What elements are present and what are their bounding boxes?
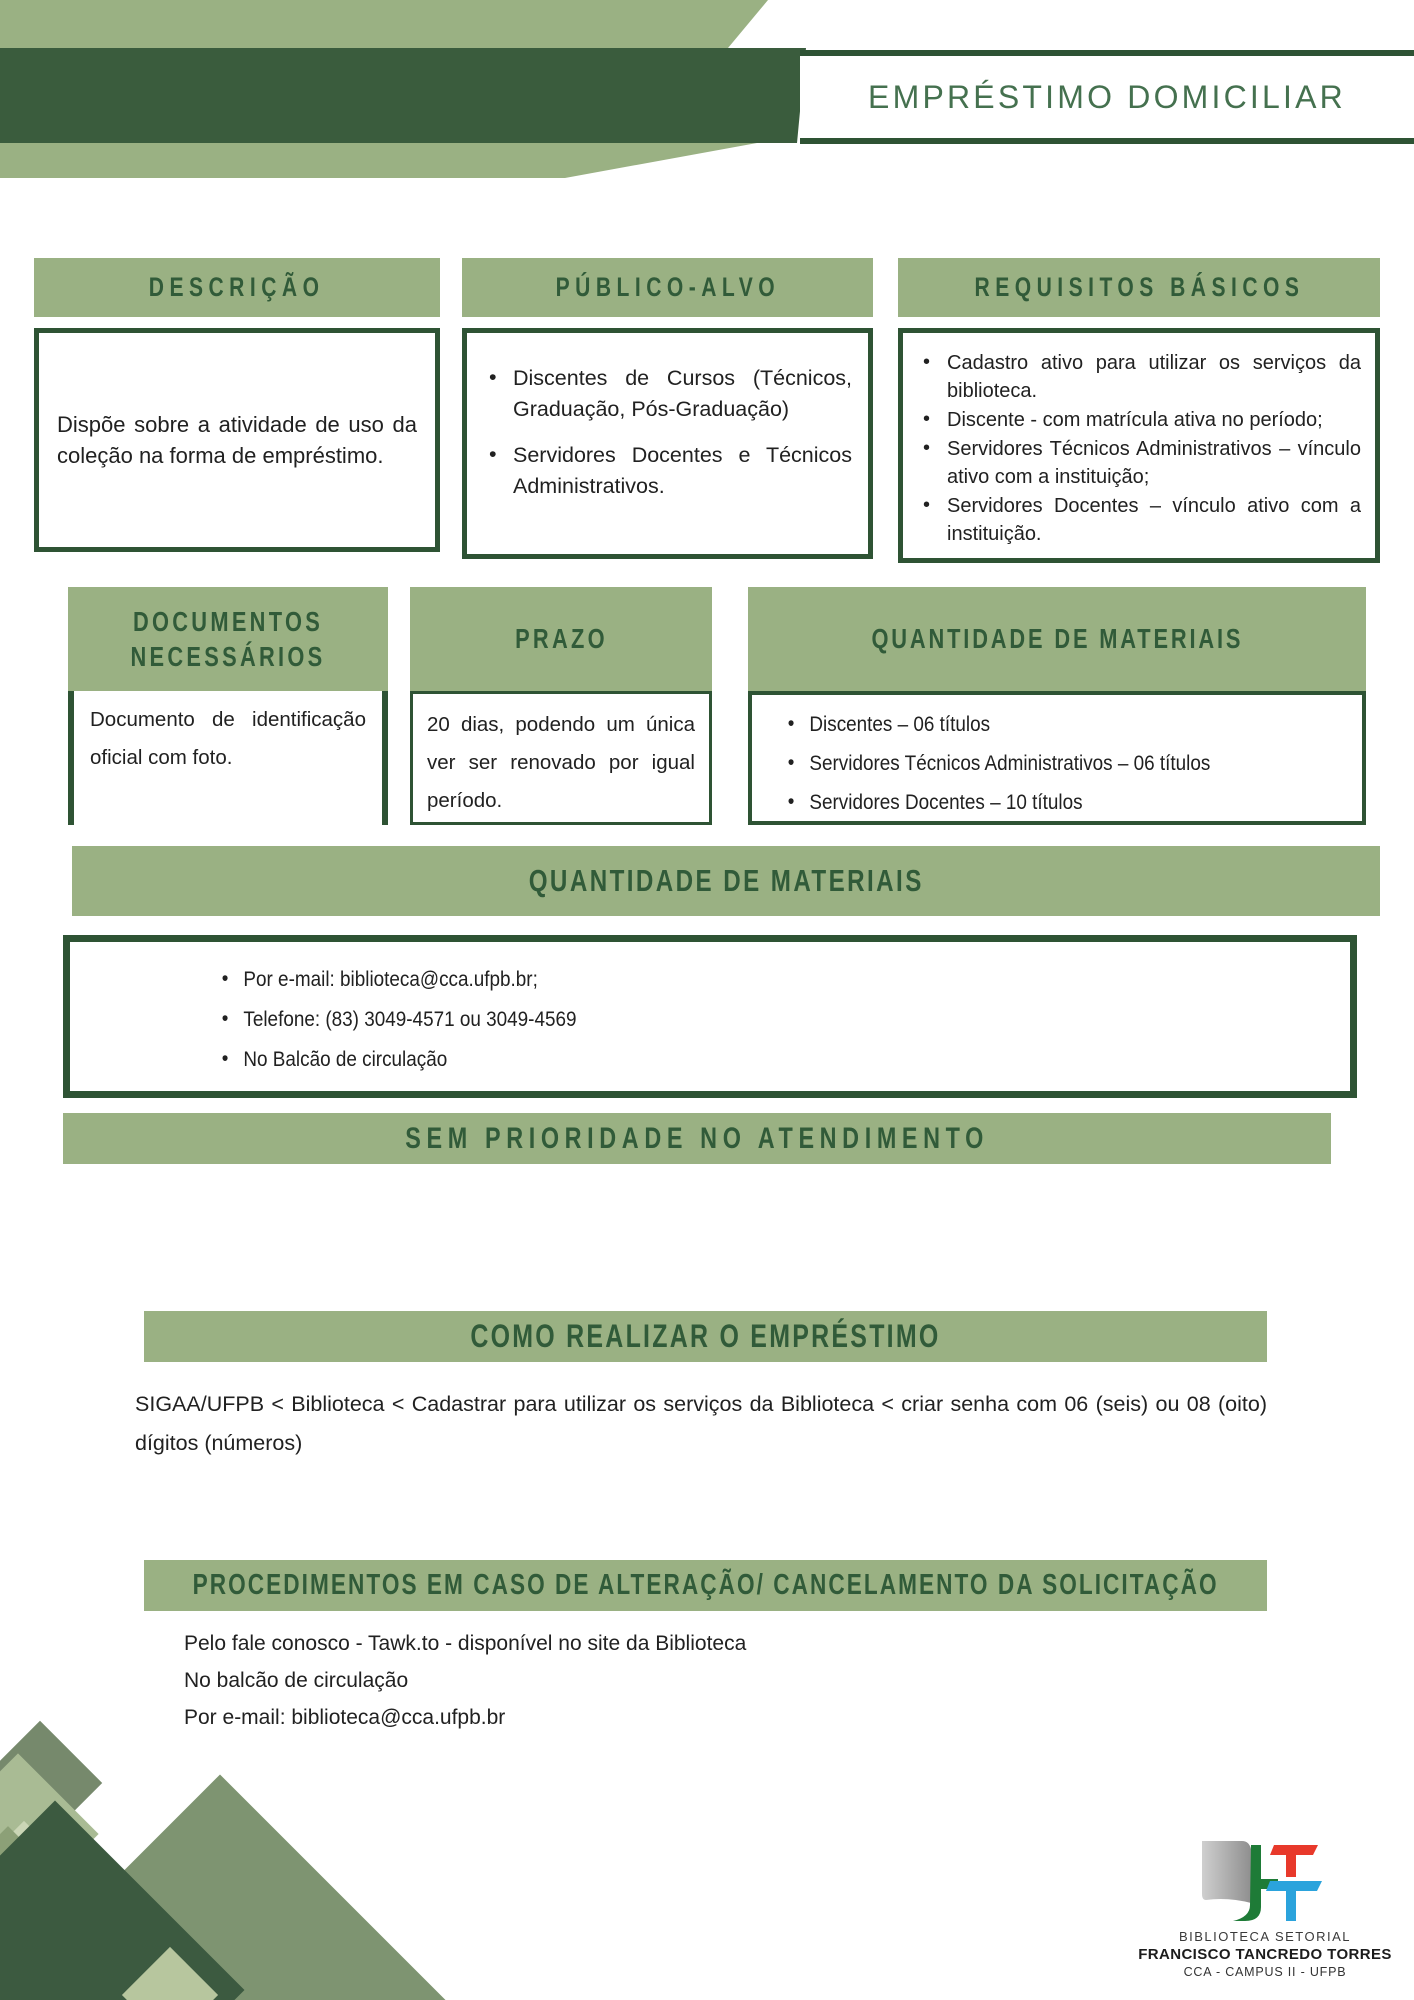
- section-bar-solicitacao: [72, 846, 1380, 916]
- list-item: • Telefone: (83) 3049-4571 ou 3049-4569: [220, 1006, 1219, 1034]
- section-bar-descricao: [34, 258, 440, 317]
- logo-subtitle: BIBLIOTECA SETORIAL: [1178, 1929, 1352, 1944]
- page-title: EMPRÉSTIMO DOMICILIAR: [868, 78, 1346, 115]
- publico-alvo-box: [462, 328, 873, 559]
- quantidade-list: [786, 711, 1286, 817]
- prioridade-banner-text: SEM PRIORIDADE NO ATENDIMENTO: [405, 1121, 989, 1155]
- header-title-box: [800, 50, 1414, 144]
- requisitos-list: [921, 349, 1361, 548]
- list-item: • Discentes – 06 títulos: [786, 711, 1286, 739]
- prazo-box: [410, 691, 712, 825]
- list-item: • Servidores Técnicos Administrativos – vínculo ativo com a instituição;: [921, 435, 1361, 491]
- requisitos-box: [898, 328, 1380, 563]
- descricao-text: Dispõe sobre a atividade de uso da coleção na forma de empréstimo.: [57, 412, 417, 468]
- documentos-text: Documento de identificação oficial com foto.: [90, 708, 366, 769]
- list-item: • Por e-mail: biblioteca@cca.ufpb.br;: [220, 966, 1219, 994]
- prazo-text: 20 dias, podendo um única ver ser renovado por igual período.: [427, 713, 695, 812]
- section-bar-como-realizar: [144, 1311, 1267, 1362]
- list-item: • Discente - com matrícula ativa no período;: [921, 406, 1361, 434]
- logo-name: FRANCISCO TANCREDO TORRES: [1138, 1946, 1392, 1963]
- section-title-procedimentos: PROCEDIMENTOS EM CASO DE ALTERAÇÃO/ CANCELAMENTO DA SOLICITAÇÃO: [192, 1569, 1219, 1602]
- section-bar-requisitos: [898, 258, 1380, 317]
- list-item: No balcão de circulação: [184, 1669, 409, 1692]
- section-title-quantidade: QUANTIDADE DE MATERIAIS: [871, 623, 1243, 655]
- quantidade-box: [748, 691, 1366, 825]
- descricao-box: [34, 328, 440, 552]
- book-icon: [1202, 1841, 1251, 1903]
- section-title-prazo: PRAZO: [514, 623, 608, 655]
- list-item: • Servidores Docentes – vínculo ativo com a instituição.: [921, 492, 1361, 548]
- section-title-solicitacao: QUANTIDADE DE MATERIAIS: [528, 863, 924, 899]
- section-bar-quantidade: [748, 587, 1366, 691]
- como-realizar-text: SIGAA/UFPB < Biblioteca < Cadastrar para utilizar os serviços da Biblioteca < criar senha com 06 (seis) ou 08 (oito) dígitos (números): [135, 1392, 1267, 1455]
- procedimentos-list: [184, 1625, 1284, 1736]
- solicitacao-list: [220, 966, 1219, 1074]
- list-item: • No Balcão de circulação: [220, 1046, 1219, 1074]
- section-title-publico-alvo: PÚBLICO-ALVO: [555, 272, 780, 303]
- list-item: • Cadastro ativo para utilizar os serviços da biblioteca.: [921, 349, 1361, 405]
- list-item: • Servidores Docentes – 10 títulos: [786, 789, 1286, 817]
- prioridade-banner: [63, 1113, 1331, 1164]
- list-item: • Servidores Docentes e Técnicos Administrativos.: [487, 440, 852, 502]
- logo-letter-t-blue: [1266, 1881, 1322, 1921]
- list-item: • Servidores Técnicos Administrativos – 06 títulos: [786, 750, 1286, 778]
- header-dark-band: [0, 48, 806, 143]
- section-title-descricao: DESCRIÇÃO: [149, 272, 325, 303]
- publico-alvo-list: [487, 363, 852, 502]
- section-bar-documentos: [68, 587, 388, 691]
- section-title-documentos: DOCUMENTOS NECESSÁRIOS: [130, 606, 326, 672]
- list-item: Pelo fale conosco - Tawk.to - disponível no site da Biblioteca: [184, 1632, 747, 1655]
- logo-letter-t-red: [1270, 1845, 1318, 1877]
- section-bar-publico-alvo: [462, 258, 873, 317]
- documentos-box: [68, 691, 388, 825]
- header-top-stripe: [0, 0, 900, 48]
- list-item: • Discentes de Cursos (Técnicos, Graduação, Pós-Graduação): [487, 363, 852, 425]
- logo-campus: CCA - CAMPUS II - UFPB: [1183, 1965, 1347, 1979]
- list-item: Por e-mail: biblioteca@cca.ufpb.br: [184, 1706, 506, 1729]
- section-bar-prazo: [410, 587, 712, 691]
- section-title-como-realizar: COMO REALIZAR O EMPRÉSTIMO: [470, 1318, 941, 1355]
- procedimentos-lines: [184, 1625, 1284, 1736]
- section-title-requisitos: REQUISITOS BÁSICOS: [974, 272, 1304, 303]
- section-bar-procedimentos: [144, 1560, 1267, 1611]
- library-logo-icon: [1190, 1833, 1340, 1925]
- header-bottom-stripe: [0, 143, 800, 178]
- solicitacao-box: [63, 935, 1357, 1098]
- library-logo: [1100, 1833, 1414, 1979]
